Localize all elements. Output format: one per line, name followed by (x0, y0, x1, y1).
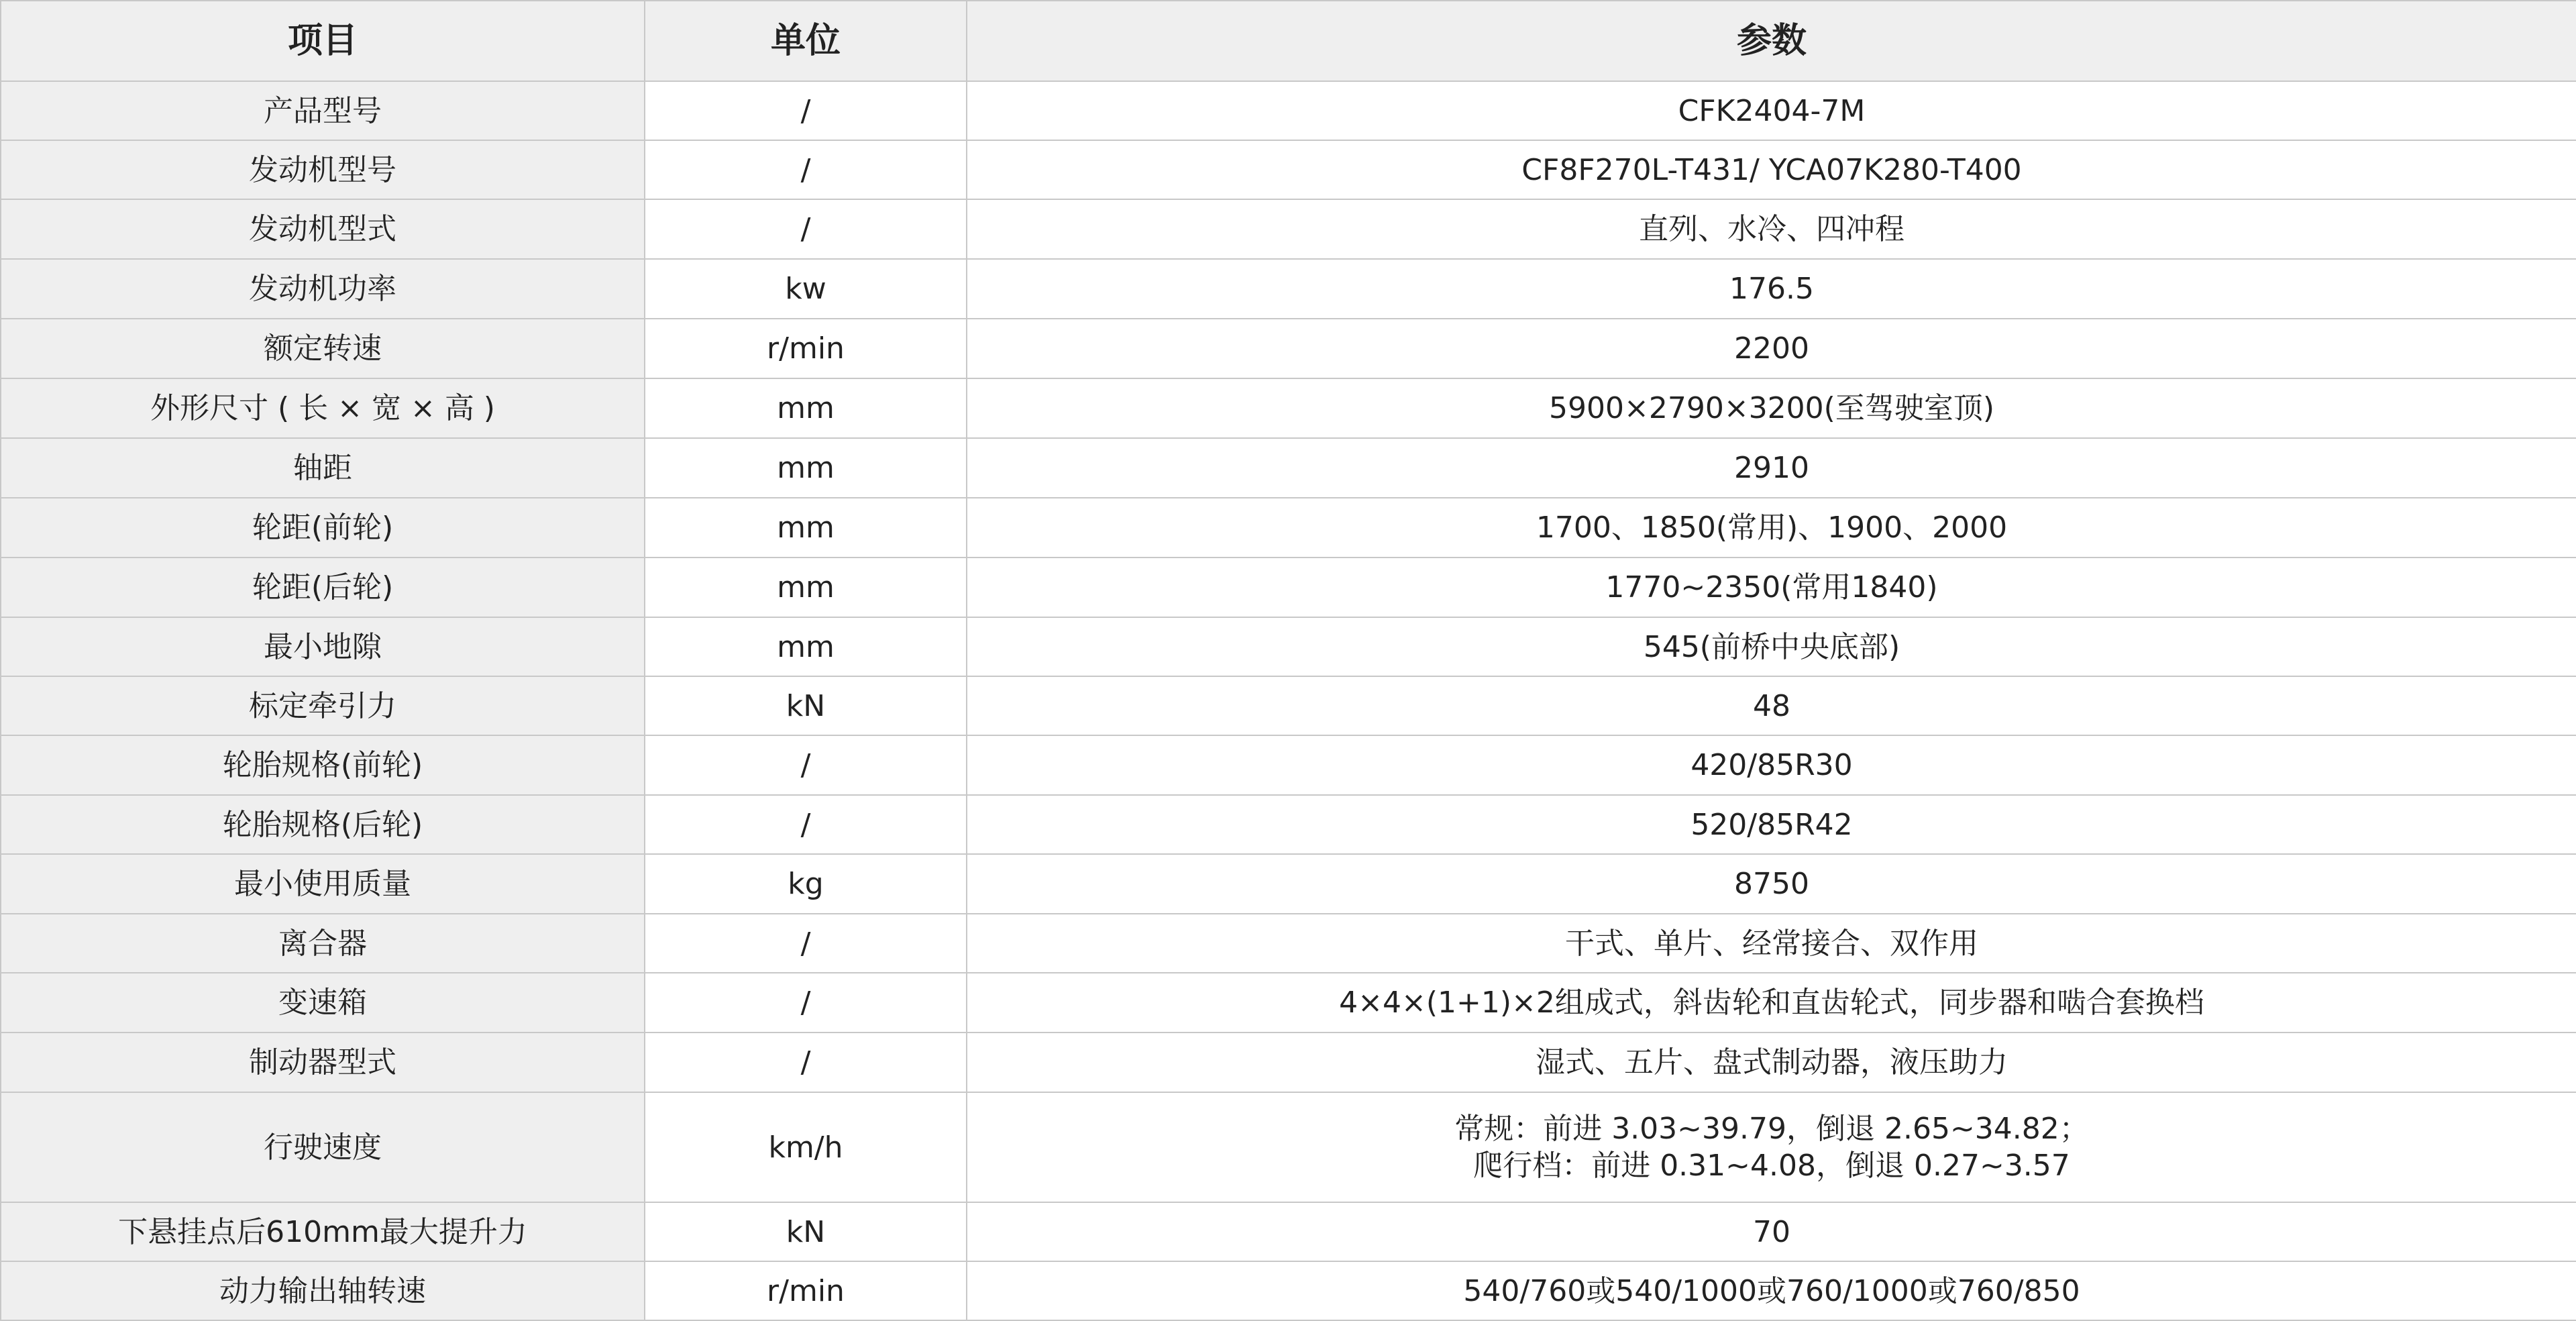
row-value (967, 973, 2576, 1033)
row-value-line: 48 (1753, 688, 1790, 723)
row-value-line: 常规：前进 3.03~39.79，倒退 2.65~34.82； (1454, 1112, 2089, 1146)
table-row (1, 1202, 2576, 1261)
row-item: 变速箱 (1, 973, 645, 1033)
row-unit: mm (645, 498, 967, 558)
header-unit: 单位 (645, 1, 967, 81)
row-unit: r/min (645, 1261, 967, 1320)
row-item: 动力输出轴转速 (1, 1261, 645, 1320)
row-item: 轮距(前轮) (1, 498, 645, 558)
table-row (1, 140, 2576, 199)
row-value (967, 558, 2576, 617)
row-value-line: 540/760或540/1000或760/1000或760/850 (1463, 1273, 2080, 1308)
row-unit: / (645, 973, 967, 1033)
row-unit: kN (645, 1202, 967, 1261)
row-value-line: 420/85R30 (1690, 748, 1853, 782)
row-unit: / (645, 140, 967, 199)
header-value: 参数 (967, 1, 2576, 81)
row-unit: / (645, 81, 967, 140)
header-item: 项目 (1, 1, 645, 81)
row-item: 轮胎规格(后轮) (1, 795, 645, 854)
row-value-line: 520/85R42 (1690, 807, 1853, 842)
table-row (1, 378, 2576, 438)
row-value-line: 2200 (1734, 331, 1809, 366)
row-value (967, 140, 2576, 199)
row-item: 最小使用质量 (1, 854, 645, 914)
row-value (967, 319, 2576, 378)
row-value (967, 81, 2576, 140)
table-row (1, 498, 2576, 558)
row-value-line: CFK2404-7M (1678, 93, 1866, 128)
row-item: 离合器 (1, 914, 645, 973)
row-value (967, 259, 2576, 319)
row-value-line: 爬行档：前进 0.31~4.08，倒退 0.27~3.57 (1473, 1149, 2070, 1183)
row-item: 行驶速度 (1, 1092, 645, 1202)
row-item: 发动机型号 (1, 140, 645, 199)
row-value (967, 1202, 2576, 1261)
row-item: 产品型号 (1, 81, 645, 140)
table-row (1, 319, 2576, 378)
row-value-line: 545(前桥中央底部) (1643, 629, 1900, 664)
row-unit: mm (645, 438, 967, 498)
row-unit: mm (645, 558, 967, 617)
row-value (967, 735, 2576, 795)
row-item: 额定转速 (1, 319, 645, 378)
row-unit: kN (645, 676, 967, 735)
table-row (1, 438, 2576, 498)
table-row (1, 81, 2576, 140)
table-row (1, 1261, 2576, 1320)
header-row (1, 1, 2576, 81)
table-body (1, 81, 2576, 1320)
row-value (967, 617, 2576, 676)
row-value-line: CF8F270L-T431/ YCA07K280-T400 (1521, 152, 2022, 187)
row-value (967, 378, 2576, 438)
row-value (967, 914, 2576, 973)
row-unit: / (645, 795, 967, 854)
row-item: 发动机功率 (1, 259, 645, 319)
row-value (967, 438, 2576, 498)
row-unit: kg (645, 854, 967, 914)
row-item: 标定牵引力 (1, 676, 645, 735)
row-value-line: 8750 (1734, 867, 1809, 901)
row-item: 发动机型式 (1, 199, 645, 259)
row-unit: / (645, 735, 967, 795)
row-unit: km/h (645, 1092, 967, 1202)
table-row (1, 973, 2576, 1033)
row-item: 轮胎规格(前轮) (1, 735, 645, 795)
table-row (1, 558, 2576, 617)
row-value-line: 4×4×(1+1)×2组成式，斜齿轮和直齿轮式，同步器和啮合套换档 (1339, 986, 2204, 1020)
row-value (967, 1261, 2576, 1320)
row-unit: mm (645, 617, 967, 676)
row-value-line: 干式、单片、经常接合、双作用 (1565, 926, 1978, 961)
row-unit: r/min (645, 319, 967, 378)
row-value-line: 湿式、五片、盘式制动器，液压助力 (1536, 1045, 2008, 1079)
table-row (1, 259, 2576, 319)
row-item: 外形尺寸 ( 长 × 宽 × 高 ) (1, 378, 645, 438)
row-value (967, 854, 2576, 914)
row-unit: kw (645, 259, 967, 319)
row-value (967, 199, 2576, 259)
row-value (967, 795, 2576, 854)
row-item: 下悬挂点后610mm最大提升力 (1, 1202, 645, 1261)
row-value-line: 176.5 (1729, 272, 1814, 306)
row-value-line: 1770~2350(常用1840) (1605, 570, 1938, 604)
row-unit: / (645, 1033, 967, 1092)
row-item: 制动器型式 (1, 1033, 645, 1092)
row-unit: mm (645, 378, 967, 438)
row-item: 轮距(后轮) (1, 558, 645, 617)
table-header (1, 1, 2576, 81)
table-row (1, 735, 2576, 795)
row-value-line: 直列、水冷、四冲程 (1639, 212, 1904, 246)
table-row (1, 1092, 2576, 1202)
row-unit: / (645, 914, 967, 973)
row-value-line: 5900×2790×3200(至驾驶室顶) (1549, 391, 1994, 425)
table-row (1, 617, 2576, 676)
row-unit: / (645, 199, 967, 259)
row-value (967, 676, 2576, 735)
row-value (967, 1092, 2576, 1202)
table-row (1, 854, 2576, 914)
table-row (1, 914, 2576, 973)
row-value (967, 1033, 2576, 1092)
row-item: 最小地隙 (1, 617, 645, 676)
row-value (967, 498, 2576, 558)
table-row (1, 676, 2576, 735)
row-value-line: 70 (1753, 1214, 1790, 1249)
row-value-line: 2910 (1734, 451, 1809, 485)
row-value-line: 1700、1850(常用)、1900、2000 (1536, 511, 2008, 545)
table-row (1, 1033, 2576, 1092)
row-item: 轴距 (1, 438, 645, 498)
table-row (1, 795, 2576, 854)
table-row (1, 199, 2576, 259)
